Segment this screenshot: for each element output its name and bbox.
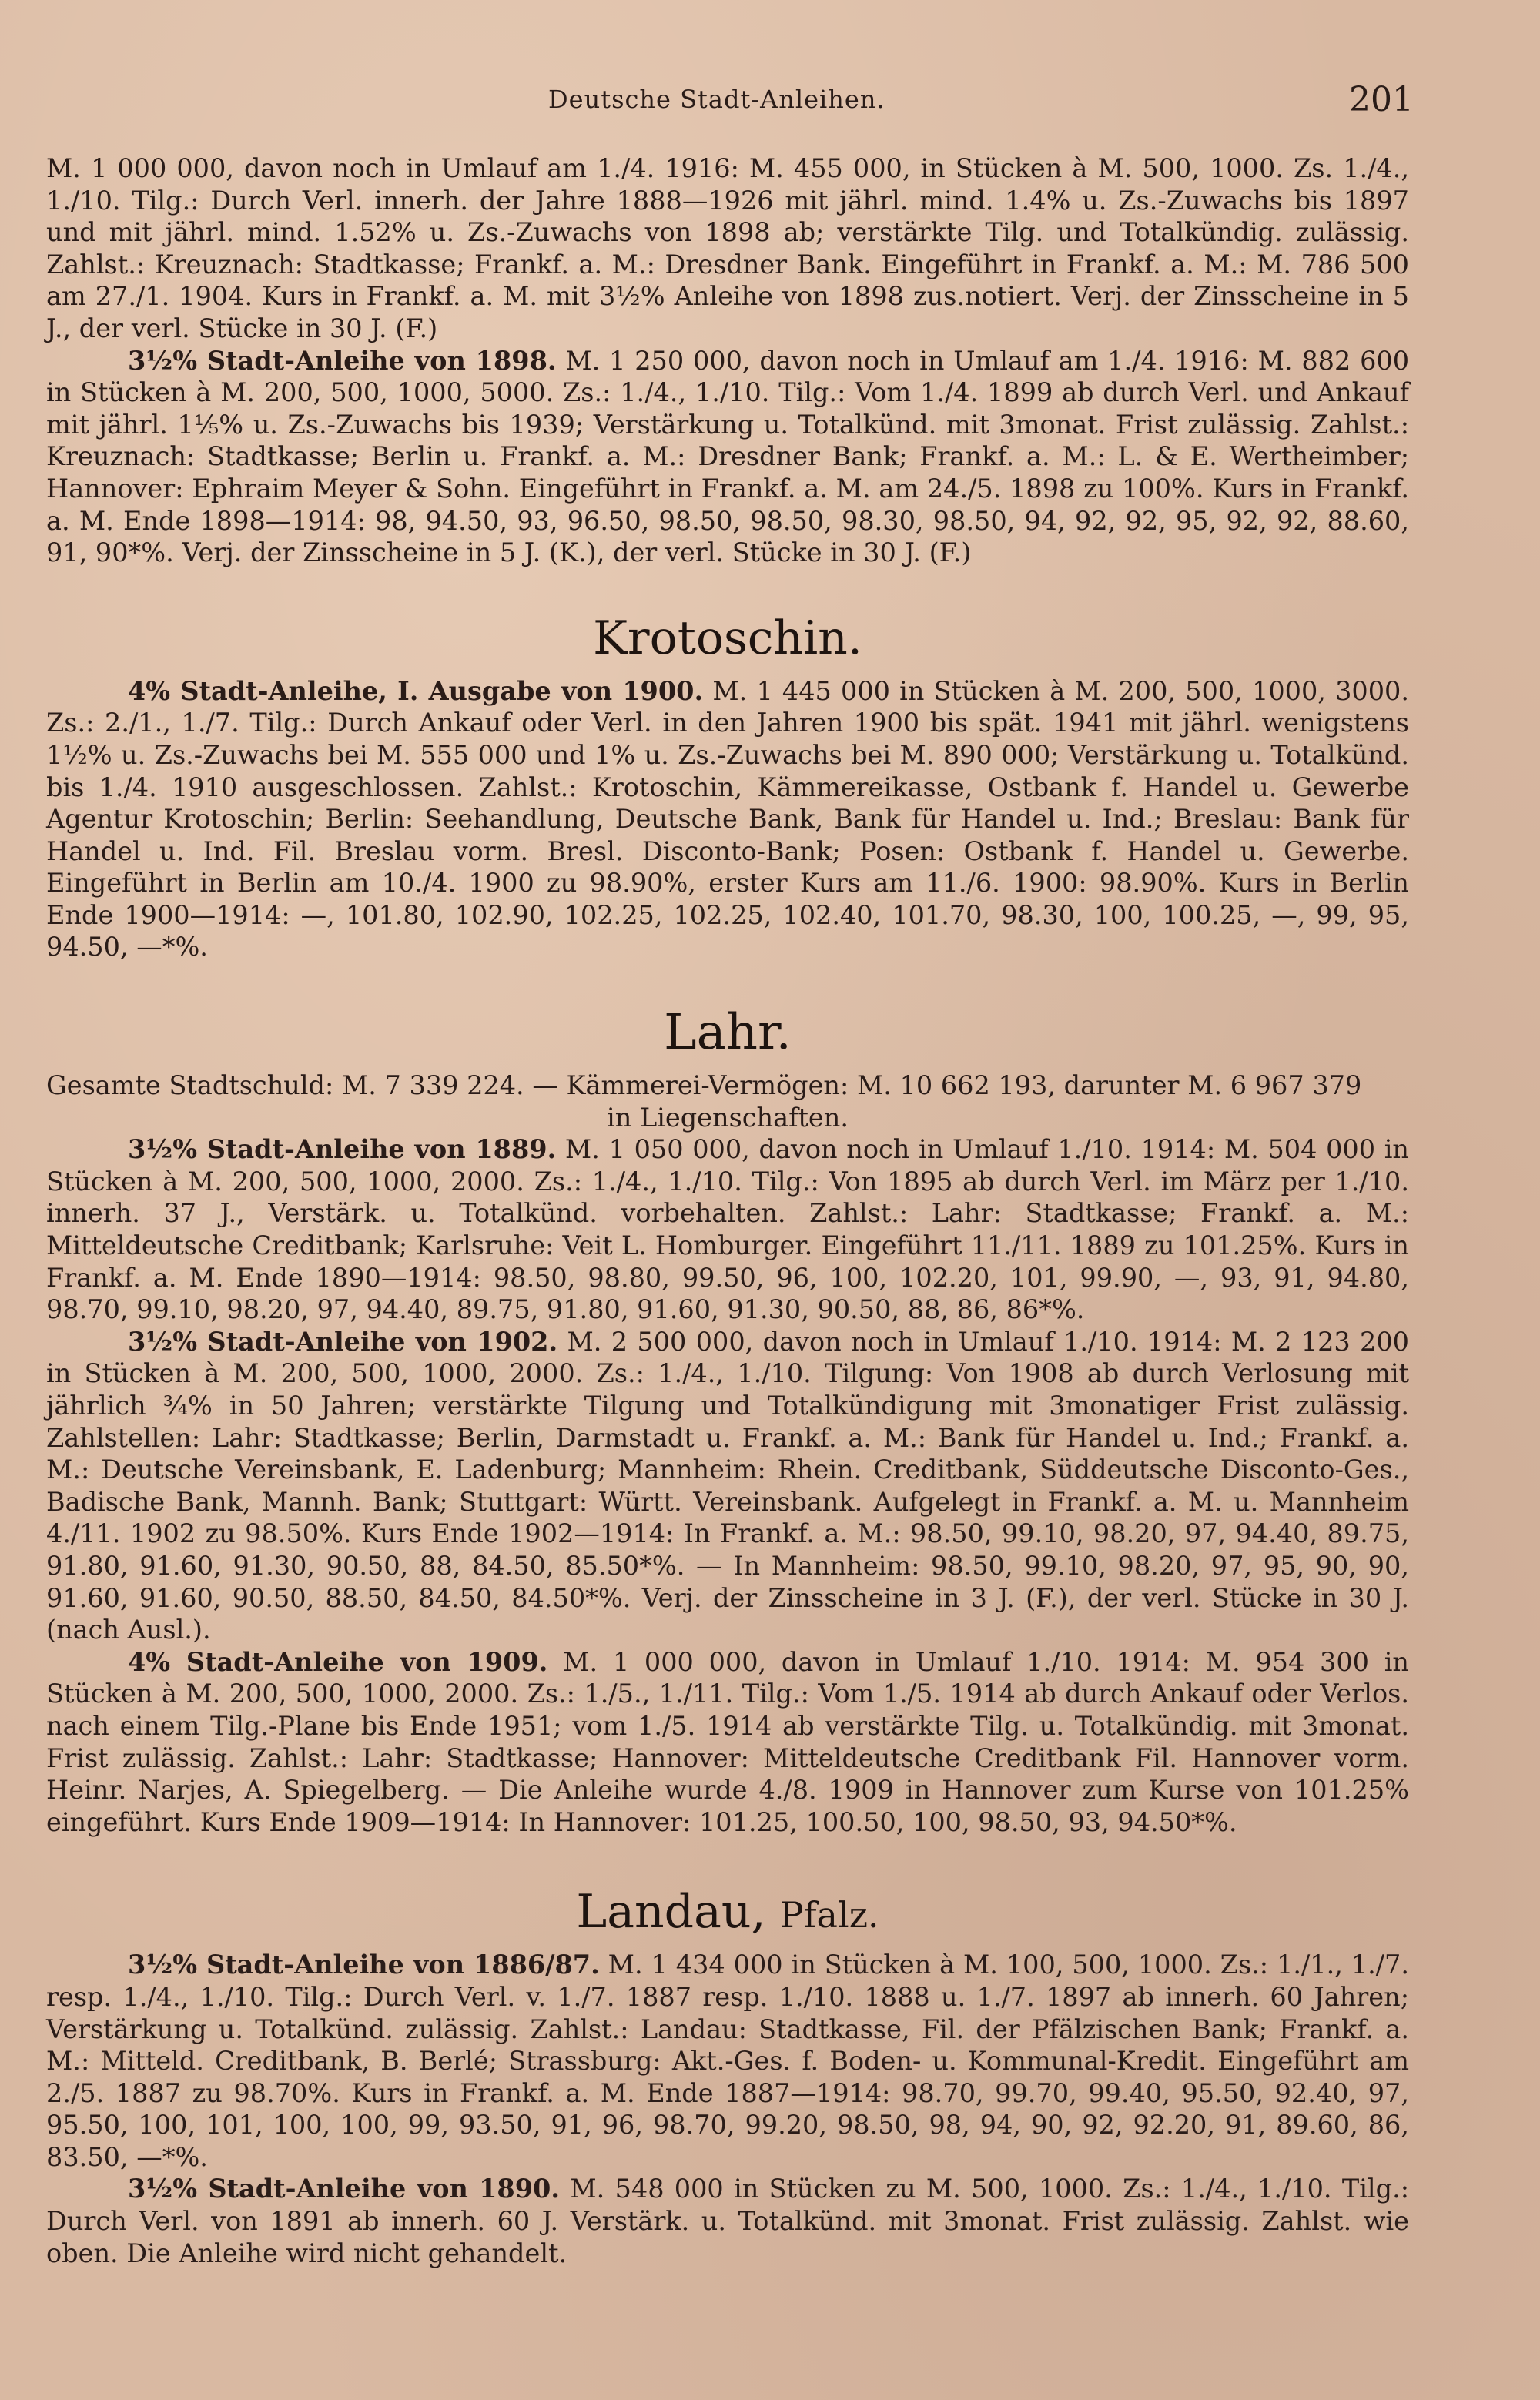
lahr-total-debt-cont: in Liegenschaften.: [607, 1102, 849, 1133]
city-heading-lahr: Lahr.: [664, 1004, 792, 1062]
page-content: [46, 152, 1409, 2269]
loan-text: M. 1 000 000, davon in Umlauf 1./10. 1914: M. 954 300 in Stücken à M. 200, 500, 1000, 2000. Zs.: 1./5., 1./11. Tilg.: Vom 1./5. 1914 ab durch Ankauf oder Verlos. nach einem Tilg.-Plane bis Ende 1951; vom 1./5. 1914 ab verstärkte Tilg. u. Totalkündig. mit 3monat. Frist zulässig. Zahlst.: Lahr: Stadtkasse; Hannover: Mitteldeutsche Creditbank Fil. Hannover vorm. Heinr. Narjes, A. Spiegelberg. — Die Anleihe wurde 4./8. 1909 in Hannover zum Kurse von 101.25% eingeführt. Kurs Ende 1909—1914: In Hannover: 101.25, 100.50, 100, 98.50, 93, 94.50*%.: [46, 1646, 1410, 1837]
lahr-loan-1909: [46, 1646, 1409, 1839]
page-header: [0, 77, 1540, 131]
lahr-loan-1889: [46, 1133, 1409, 1326]
loan-text: M. 1 050 000, davon noch in Umlauf 1./10. 1914: M. 504 000 in Stücken à M. 200, 500, 1000, 2000. Zs.: 1./4., 1./10. Tilg.: Von 1895 ab durch Verl. im März per 1./10. innerh. 37 J., Verstärk. u. Totalkünd. vorbehalten. Zahlst.: Lahr: Stadtkasse; Frankf. a. M.: Mitteldeutsche Creditbank; Karlsruhe: Veit L. Homburger. Eingeführt 11./11. 1889 zu 101.25%. Kurs in Frankf. a. M. Ende 1890—1914: 98.50, 98.80, 99.50, 96, 100, 102.20, 101, 99.90, —, 93, 91, 94.80, 98.70, 99.10, 98.20, 97, 94.40, 89.75, 91.80, 91.60, 91.30, 90.50, 88, 86, 86*%.: [46, 1134, 1410, 1325]
landau-loan-1890: [46, 2173, 1409, 2269]
loan-text: M. 2 500 000, davon noch in Umlauf 1./10. 1914: M. 2 123 200 in Stücken à M. 200, 500, 1000, 2000. Zs.: 1./4., 1./10. Tilgung: Von 1908 ab durch Verlosung mit jährlich ¾% in 50 Jahren; verstärkte Tilgung und Totalkündigung mit 3monatiger Frist zulässig. Zahlstellen: Lahr: Stadtkasse; Berlin, Darmstadt u. Frankf. a. M.: Bank für Handel u. Ind.; Frankf. a. M.: Deutsche Vereinsbank, E. Ladenburg; Mannheim: Rhein. Creditbank, Süddeutsche Disconto-Ges., Badische Bank, Mannh. Bank; Stuttgart: Württ. Vereinsbank. Aufgelegt in Frankf. a. M. u. Mannheim 4./11. 1902 zu 98.50%. Kurs Ende 1902—1914: In Frankf. a. M.: 98.50, 99.10, 98.20, 97, 94.40, 89.75, 91.80, 91.60, 91.30, 90.50, 88, 84.50, 85.50*%. — In Mannheim: 98.50, 99.10, 98.20, 97, 95, 90, 90, 91.60, 91.60, 90.50, 88.50, 84.50, 84.50*%. Verj. der Zinsscheine in 3 J. (F.), der verl. Stücke in 30 J. (nach Ausl.).: [46, 1326, 1409, 1645]
loan-heading: 3½% Stadt-Anleihe von 1889.: [128, 1134, 557, 1165]
loan-text: M. 1 250 000, davon noch in Umlauf am 1./4. 1916: M. 882 600 in Stücken à M. 200, 500, 1000, 5000. Zs.: 1./4., 1./10. Tilg.: Vom 1./4. 1899 ab durch Verl. und Ankauf mit jährl. 1⅕% u. Zs.-Zuwachs bis 1939; Verstärkung u. Totalkünd. mit 3monat. Frist zulässig. Zahlst.: Kreuznach: Stadtkasse; Berlin u. Frankf. a. M.: Dresdner Bank; Frankf. a. M.: L. & E. Wertheimber; Hannover: Ephraim Meyer & Sohn. Eingeführt in Frankf. a. M. am 24./5. 1898 zu 100%. Kurs in Frankf. a. M. Ende 1898—1914: 98, 94.50, 93, 96.50, 98.50, 98.50, 98.30, 98.50, 94, 92, 92, 95, 92, 92, 88.60, 91, 90*%. Verj. der Zinsscheine in 5 J. (K.), der verl. Stücke in 30 J. (F.): [46, 345, 1410, 568]
running-title: Deutsche Stadt-Anleihen.: [548, 85, 886, 114]
page-number: 201: [1349, 80, 1414, 119]
loan-text: M. 1 434 000 in Stücken à M. 100, 500, 1000. Zs.: 1./1., 1./7. resp. 1./4., 1./10. Tilg.: Durch Verl. v. 1./7. 1887 resp. 1./10. 1888 u. 1./7. 1897 ab innerh. 60 Jahren; Verstärkung u. Totalkünd. zulässig. Zahlst.: Landau: Stadtkasse, Fil. der Pfälzischen Bank; Frankf. a. M.: Mitteld. Creditbank, B. Berlé; Strassburg: Akt.-Ges. f. Boden- u. Kommunal-Kredit. Eingeführt am 2./5. 1887 zu 98.70%. Kurs in Frankf. a. M. Ende 1887—1914: 98.70, 99.70, 99.40, 95.50, 92.40, 97, 95.50, 100, 101, 100, 100, 99, 93.50, 91, 96, 98.70, 99.20, 98.50, 98, 94, 90, 92, 92.20, 91, 89.60, 86, 83.50, —*%.: [46, 1950, 1409, 2172]
loan-heading: 3½% Stadt-Anleihe von 1898.: [128, 345, 557, 376]
city-heading-krotoschin: Krotoschin.: [593, 611, 862, 665]
loan-heading: 4% Stadt-Anleihe von 1909.: [128, 1646, 548, 1677]
loan-text: M. 548 000 in Stücken zu M. 500, 1000. Zs.: 1./4., 1./10. Tilg.: Durch Verl. von 1891 ab innerh. 60 J. Verstärk. u. Totalkünd. mit 3monat. Frist zulässig. Zahlst. wie oben. Die Anleihe wird nicht gehandelt.: [46, 2174, 1409, 2268]
kreuznach-loan-1898: [46, 345, 1409, 569]
loan-heading: 3½% Stadt-Anleihe von 1902.: [128, 1326, 558, 1357]
loan-heading: 3½% Stadt-Anleihe von 1886/87.: [128, 1950, 600, 1980]
city-region: Pfalz.: [779, 1894, 879, 1936]
loan-heading: 4% Stadt-Anleihe, I. Ausgabe von 1900.: [128, 675, 704, 706]
lahr-loan-1902: [46, 1326, 1409, 1646]
krotoschin-loan-1900: [46, 675, 1409, 963]
loan-heading: 3½% Stadt-Anleihe von 1890.: [128, 2174, 561, 2204]
city-name: Landau,: [576, 1885, 766, 1940]
landau-loan-1886: [46, 1949, 1409, 2173]
lahr-total-debt: Gesamte Stadtschuld: M. 7 339 224. — Kämmerei-Vermögen: M. 10 662 193, darunter M. 6 967 379: [46, 1070, 1362, 1101]
city-heading-landau: [46, 1881, 1409, 1949]
loan-text: M. 1 445 000 in Stücken à M. 200, 500, 1000, 3000. Zs.: 2./1., 1./7. Tilg.: Durch Ankauf oder Verl. in den Jahren 1900 bis spät. 1941 mit jährl. wenigstens 1½% u. Zs.-Zuwachs bei M. 555 000 und 1% u. Zs.-Zuwachs bei M. 890 000; Verstärkung u. Totalkünd. bis 1./4. 1910 ausgeschlossen. Zahlst.: Krotoschin, Kämmereikasse, Ostbank f. Handel u. Gewerbe Agentur Krotoschin; Berlin: Seehandlung, Deutsche Bank, Bank für Handel u. Ind.; Breslau: Bank für Handel u. Ind. Fil. Breslau vorm. Bresl. Disconto-Bank; Posen: Ostbank f. Handel u. Gewerbe. Eingeführt in Berlin am 10./4. 1900 zu 98.90%, erster Kurs am 11./6. 1900: 98.90%. Kurs in Berlin Ende 1900—1914: —, 101.80, 102.90, 102.25, 102.25, 102.40, 101.70, 98.30, 100, 100.25, —, 99, 95, 94.50, —*%.: [46, 675, 1409, 962]
kreuznach-loan-continued: M. 1 000 000, davon noch in Umlauf am 1./4. 1916: M. 455 000, in Stücken à M. 500, 1000. Zs. 1./4., 1./10. Tilg.: Durch Verl. innerh. der Jahre 1888—1926 mit jährl. mind. 1.4% u. Zs.-Zuwachs bis 1897 und mit jährl. mind. 1.52% u. Zs.-Zuwachs von 1898 ab; verstärkte Tilg. und Totalkündig. zulässig. Zahlst.: Kreuznach: Stadtkasse; Frankf. a. M.: Dresdner Bank. Eingeführt in Frankf. a. M.: M. 786 500 am 27./1. 1904. Kurs in Frankf. a. M. mit 3½% Anleihe von 1898 zus.notiert. Verj. der Zinsscheine in 5 J., der verl. Stücke in 30 J. (F.): [46, 153, 1409, 343]
